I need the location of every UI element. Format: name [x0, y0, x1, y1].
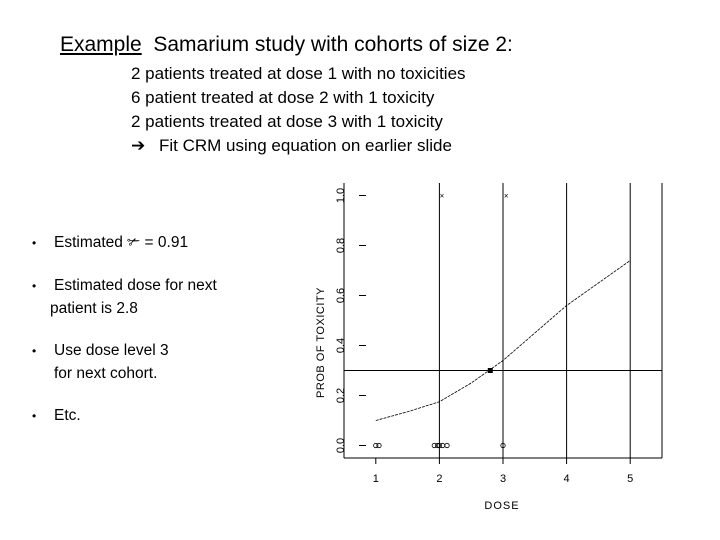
y-tick-label: 0.2 [335, 387, 347, 404]
toxicity-observation: × [439, 191, 445, 201]
bullet-icon: • [32, 279, 37, 293]
estimated-dose-point [488, 368, 493, 373]
arrow-line-text: Fit CRM using equation on earlier slide [159, 136, 452, 155]
bullet-icon: • [32, 236, 37, 250]
theta-icon: ✃ [127, 234, 141, 251]
x-axis-label: DOSE [484, 500, 520, 512]
toxicity-observation: × [503, 191, 509, 201]
y-axis-label: PROB OF TOXICITY [315, 287, 327, 398]
no-toxicity-observation [440, 443, 444, 447]
bullet-text: Estimated [54, 234, 128, 251]
y-tick-label: 1.0 [335, 187, 347, 204]
arrow-right-icon: ➔ [131, 136, 146, 155]
y-tick-label: 0.8 [335, 237, 347, 254]
no-toxicity-observation [445, 443, 449, 447]
y-tick-label: 0.0 [335, 437, 347, 454]
bullet-icon: • [32, 344, 37, 358]
bullet-text: for next cohort. [54, 365, 158, 382]
bullet-icon: • [32, 409, 37, 423]
y-tick-label: 0.6 [335, 287, 347, 304]
x-tick-label: 3 [499, 473, 507, 485]
summary-line: 6 patient treated at dose 2 with 1 toxicity [131, 88, 435, 107]
title-text: Samarium study with cohorts of size 2: [153, 33, 513, 56]
x-tick-label: 2 [436, 473, 443, 485]
bullet-text: = 0.91 [140, 234, 189, 251]
x-tick-label: 5 [627, 473, 634, 485]
x-tick-label: 4 [563, 473, 570, 485]
bullet-text: Use dose level 3 [54, 342, 169, 359]
bullet-text: Estimated dose for next [54, 277, 217, 294]
bullet-text: patient is 2.8 [50, 300, 138, 317]
summary-line: 2 patients treated at dose 1 with no toxicities [131, 64, 466, 83]
bullet-text: Etc. [54, 407, 81, 424]
summary-line: 2 patients treated at dose 3 with 1 toxicity [131, 112, 443, 131]
x-tick-label: 1 [372, 473, 379, 485]
title-label: Example [60, 33, 142, 56]
y-tick-label: 0.4 [335, 337, 347, 354]
no-toxicity-observation [377, 443, 381, 447]
